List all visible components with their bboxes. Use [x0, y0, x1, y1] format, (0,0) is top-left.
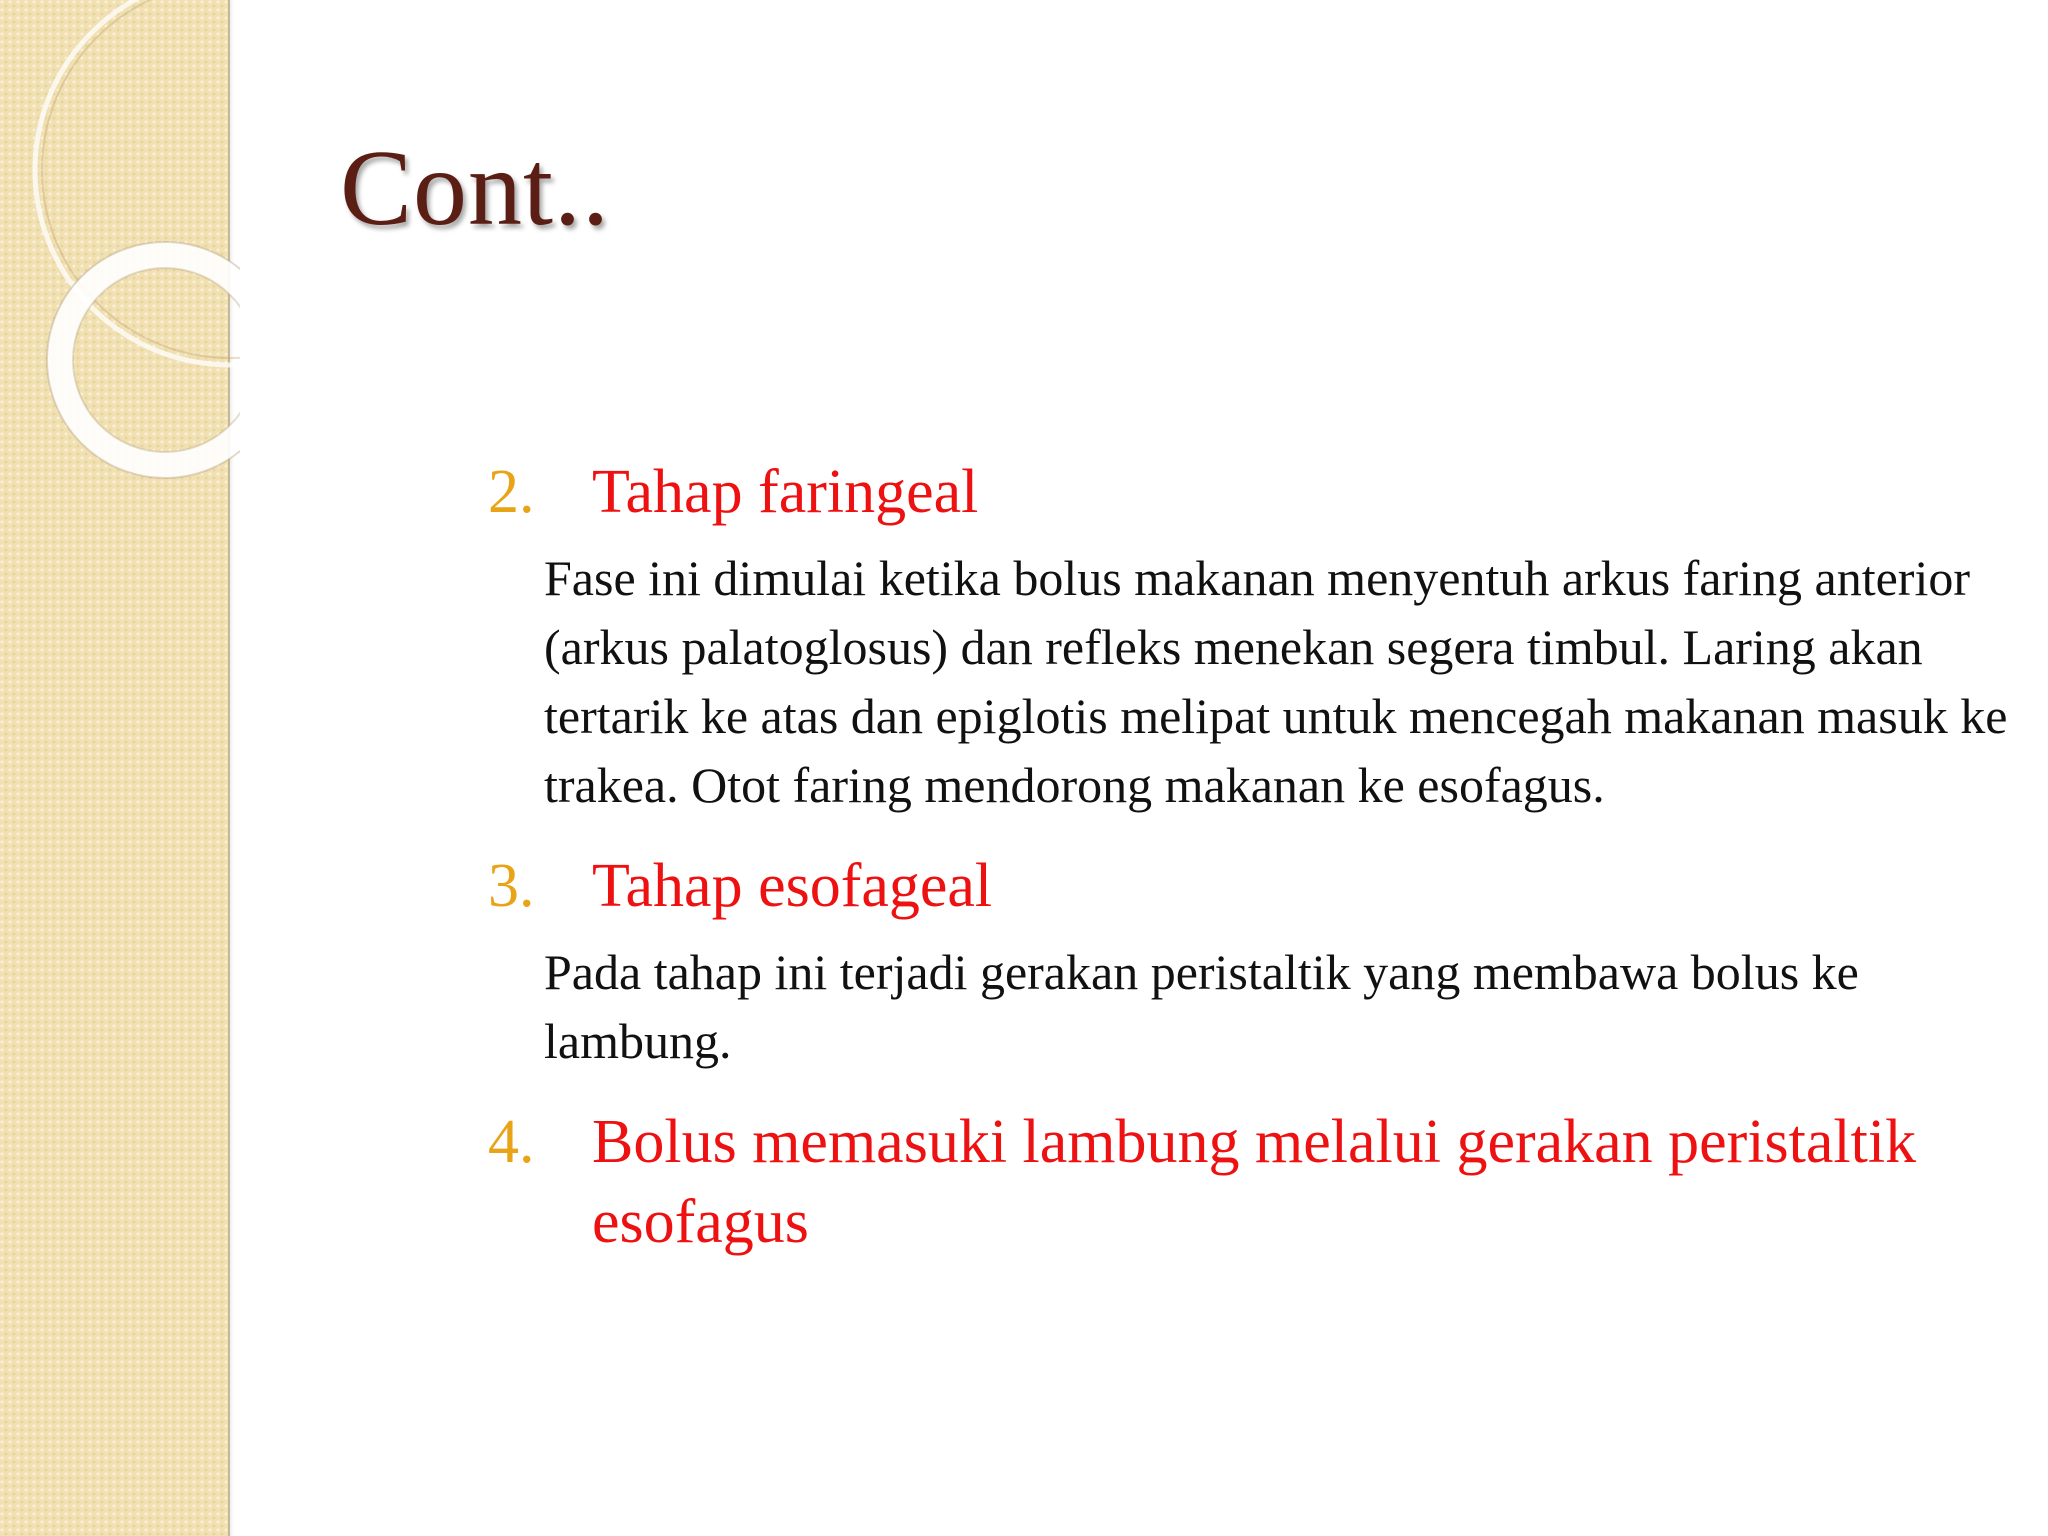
slide-title: Cont.. [340, 129, 611, 248]
item-heading: Bolus memasuki lambung melalui gerakan peristaltik esofagus [592, 1108, 1917, 1256]
item-body: Fase ini dimulai ketika bolus makanan menyentuh arkus faring anterior (arkus palatoglosus) dan refleks menekan segera timbul. Laring akan tertarik ke atas dan epiglotis melipat untuk mencegah makanan masuk ke trakea. Otot faring mendorong makanan ke esofagus. [544, 550, 2008, 813]
item-number: 3. [488, 852, 535, 920]
list-item-4 [488, 1102, 2008, 1262]
item-body: Pada tahap ini terjadi gerakan peristaltik yang membawa bolus ke lambung. [544, 944, 1859, 1069]
item-number: 2. [488, 458, 535, 526]
content-list [488, 452, 2008, 1262]
list-item-3 [488, 846, 2008, 1076]
item-heading: Tahap esofageal [592, 852, 993, 920]
item-number: 4. [488, 1108, 535, 1176]
list-item-2 [488, 452, 2008, 820]
item-heading: Tahap faringeal [592, 458, 979, 526]
decorative-rings [0, 0, 240, 520]
